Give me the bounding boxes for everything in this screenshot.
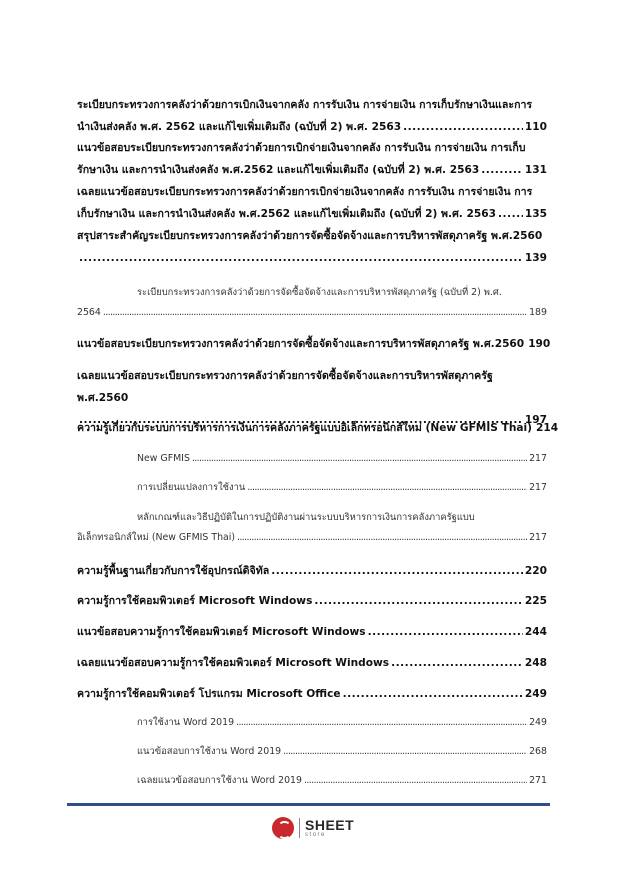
toc-page-number: 244 <box>524 626 547 638</box>
toc-entry[interactable] <box>77 621 547 643</box>
toc-entry-leader-line <box>77 528 547 548</box>
dot-leader <box>247 478 527 498</box>
toc-entry-title: นำเงินส่งคลัง พ.ศ. 2562 และแก้ไขเพิ่มเติมถึง (ฉบับที่ 2) พ.ศ. 2563 <box>77 121 402 133</box>
dot-leader <box>271 560 523 582</box>
toc-entry-title: อิเล็กทรอนิกส์ใหม่ (New GFMIS Thai) <box>77 532 236 543</box>
toc-page-number: 197 <box>524 414 547 426</box>
toc-entry-title: ความรู้พื้นฐานเกี่ยวกับการใช้อุปกรณ์ดิจิทัล <box>77 565 270 577</box>
toc-page-number: 225 <box>524 595 547 607</box>
dot-leader <box>192 449 527 469</box>
toc-subentry[interactable] <box>77 478 547 498</box>
dot-leader <box>368 621 523 643</box>
toc-entry-leader-line <box>77 560 547 582</box>
footer-rule <box>67 803 550 806</box>
toc-page-number: 135 <box>524 208 547 220</box>
toc-entry-line: เฉลยแนวข้อสอบระเบียบกระทรวงการคลังว่าด้วยการเบิกจ่ายเงินจากคลัง การรับเงิน การจ่ายเงิน การ <box>77 186 533 198</box>
dot-leader <box>304 771 527 791</box>
toc-page-number: 189 <box>529 307 547 318</box>
toc-entry[interactable] <box>77 683 547 705</box>
toc-entry[interactable] <box>77 652 547 674</box>
toc-subentry[interactable] <box>77 742 547 762</box>
sheet-store-logo <box>272 814 354 842</box>
toc-page-number: 217 <box>529 532 547 543</box>
toc-entry-title: เก็บรักษาเงิน และการนำเงินส่งคลัง พ.ศ.2562 และแก้ไขเพิ่มเติมถึง (ฉบับที่ 2) พ.ศ. 2563 <box>77 208 496 220</box>
toc-entry-leader-line <box>77 621 547 643</box>
toc-entry-title: New GFMIS <box>137 453 190 464</box>
logo-text: SHEET <box>305 816 355 833</box>
toc-entry[interactable] <box>77 181 547 225</box>
logo-divider <box>299 818 300 838</box>
toc-entry[interactable] <box>77 225 547 269</box>
toc-entry-title: ความรู้การใช้คอมพิวเตอร์ Microsoft Windows <box>77 595 313 607</box>
toc-entry-title: การใช้งาน Word 2019 <box>137 717 235 728</box>
dot-leader <box>314 590 522 612</box>
toc-entry-leader-line <box>77 303 547 323</box>
dot-leader <box>103 303 527 323</box>
toc-entry-title: การเปลี่ยนแปลงการใช้งาน <box>137 482 246 493</box>
toc-subentry[interactable] <box>77 713 547 733</box>
toc-entry-title: 2564 <box>77 307 101 318</box>
toc-entry-leader-line <box>77 116 547 138</box>
toc-entry-title: รักษาเงิน และการนำเงินส่งคลัง พ.ศ.2562 และแก้ไขเพิ่มเติมถึง (ฉบับที่ 2) พ.ศ. 2563 <box>77 164 480 176</box>
toc-entry[interactable] <box>77 137 547 181</box>
toc-page-number: 249 <box>529 717 547 728</box>
toc-entry[interactable] <box>77 560 547 582</box>
toc-entry-leader-line <box>77 683 547 705</box>
dot-leader <box>79 247 523 269</box>
toc-subentry[interactable] <box>77 508 547 548</box>
toc-entry-leader-line <box>77 203 547 225</box>
toc-entry[interactable] <box>77 333 551 355</box>
logo-subtext: store <box>305 831 326 838</box>
toc-page-number: 214 <box>536 422 559 434</box>
dot-leader <box>343 683 523 705</box>
dot-leader <box>498 203 523 225</box>
toc-entry-title: แนวข้อสอบระเบียบกระทรวงการคลังว่าด้วยการจัดซื้อจัดจ้างและการบริหารพัสดุภาครัฐ พ.ศ.2560 <box>77 338 525 350</box>
toc-entry-title: แนวข้อสอบการใช้งาน Word 2019 <box>137 746 282 757</box>
dot-leader <box>481 159 523 181</box>
toc-entry-line: แนวข้อสอบระเบียบกระทรวงการคลังว่าด้วยการเบิกจ่ายเงินจากคลัง การรับเงิน การจ่ายเงิน การเก็บ <box>77 142 526 154</box>
toc-page-number: 190 <box>528 338 551 350</box>
toc-entry-leader-line <box>77 333 551 355</box>
toc-entry-leader-line <box>77 159 547 181</box>
toc-entry-line: สรุปสาระสำคัญระเบียบกระทรวงการคลังว่าด้วยการจัดซื้อจัดจ้างและการบริหารพัสดุภาครัฐ พ.ศ.2560 <box>77 230 543 242</box>
toc-page-number: 217 <box>529 453 547 464</box>
toc-entry[interactable] <box>77 417 559 439</box>
dot-leader <box>391 652 523 674</box>
toc-page-number: 131 <box>524 164 547 176</box>
toc-page-number: 220 <box>524 565 547 577</box>
toc-page-number: 139 <box>524 252 547 264</box>
toc-entry-line: ระเบียบกระทรวงการคลังว่าด้วยการเบิกเงินจากคลัง การรับเงิน การจ่ายเงิน การเก็บรักษาเงินและการ <box>77 99 533 111</box>
dot-leader <box>283 742 527 762</box>
toc-entry-title: ความรู้การใช้คอมพิวเตอร์ โปรแกรม Microsoft Office <box>77 688 341 700</box>
toc-entry-title: ความรู้เกี่ยวกับระบบการบริหารการเงินการคลังภาครัฐแบบอิเล็กทรอนิกส์ใหม่ (New GFMIS Thai) <box>77 422 532 434</box>
toc-entry-leader-line <box>77 771 547 791</box>
toc-entry-leader-line <box>77 652 547 674</box>
toc-page-number: 271 <box>529 775 547 786</box>
toc-page-number: 248 <box>524 657 547 669</box>
toc-entry[interactable] <box>77 590 547 612</box>
toc-subentry[interactable] <box>77 771 547 791</box>
toc-page-number: 217 <box>529 482 547 493</box>
dot-leader <box>237 528 527 548</box>
toc-entry-line: ระเบียบกระทรวงการคลังว่าด้วยการจัดซื้อจัดจ้างและการบริหารพัสดุภาครัฐ (ฉบับที่ 2) พ.ศ. <box>137 287 502 298</box>
toc-entry-leader-line <box>77 247 547 269</box>
toc-page-number: 268 <box>529 746 547 757</box>
toc-entry-line: เฉลยแนวข้อสอบระเบียบกระทรวงการคลังว่าด้วยการจัดซื้อจัดจ้างและการบริหารพัสดุภาครัฐ พ.ศ.2560 <box>77 370 493 404</box>
toc-subentry[interactable] <box>77 449 547 469</box>
toc-entry-leader-line <box>77 742 547 762</box>
logo-wordmark <box>305 818 354 839</box>
toc-subentry[interactable] <box>77 283 547 323</box>
logo-s-icon <box>272 817 294 839</box>
toc-entry-leader-line <box>77 417 559 439</box>
toc-entry-leader-line <box>77 449 547 469</box>
toc-page-number: 110 <box>524 121 547 133</box>
toc-entry-leader-line <box>77 713 547 733</box>
toc-entry-title: เฉลยแนวข้อสอบการใช้งาน Word 2019 <box>137 775 302 786</box>
toc-entry-title: แนวข้อสอบความรู้การใช้คอมพิวเตอร์ Microsoft Windows <box>77 626 366 638</box>
dot-leader <box>236 713 527 733</box>
toc-page-number: 249 <box>524 688 547 700</box>
toc-entry-title: เฉลยแนวข้อสอบความรู้การใช้คอมพิวเตอร์ Microsoft Windows <box>77 657 390 669</box>
toc-entry-line: หลักเกณฑ์และวิธีปฏิบัติในการปฏิบัติงานผ่านระบบบริหารการเงินการคลังภาครัฐแบบ <box>137 512 475 523</box>
dot-leader <box>403 116 523 138</box>
toc-entry-leader-line <box>77 590 547 612</box>
toc-entry[interactable] <box>77 94 547 138</box>
toc-entry-leader-line <box>77 478 547 498</box>
